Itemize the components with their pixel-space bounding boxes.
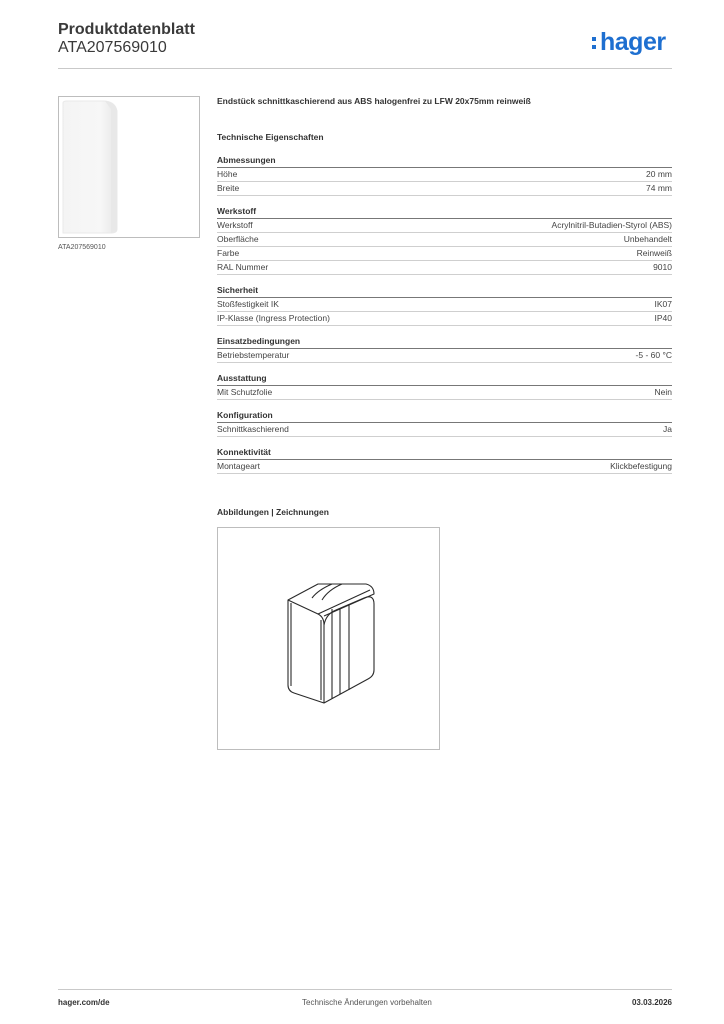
page-title: Produktdatenblatt: [58, 21, 195, 38]
section-konnektivitaet: [217, 446, 672, 474]
section-einsatzbedingungen: [217, 335, 672, 363]
table-row: [217, 233, 672, 247]
row-value: Ja: [663, 424, 672, 434]
section-heading: Konnektivität: [217, 446, 672, 460]
table-row: [217, 460, 672, 474]
footer-website[interactable]: hager.com/de: [58, 998, 110, 1007]
footer-divider: [58, 989, 672, 990]
section-heading: Ausstattung: [217, 372, 672, 386]
row-label: Mit Schutzfolie: [217, 387, 273, 397]
technical-drawing: [217, 527, 440, 750]
row-value: 20 mm: [646, 169, 672, 179]
table-row: [217, 261, 672, 275]
table-row: [217, 168, 672, 182]
row-value: Reinweiß: [636, 248, 672, 258]
row-label: Stoßfestigkeit IK: [217, 299, 279, 309]
row-value: Unbehandelt: [623, 234, 672, 244]
footer-date: 03.03.2026: [631, 998, 672, 1007]
row-value: 9010: [653, 262, 672, 272]
tech-properties-heading: Technische Eigenschaften: [217, 132, 324, 142]
section-heading: Einsatzbedingungen: [217, 335, 672, 349]
table-row: [217, 247, 672, 261]
row-value: IP40: [654, 313, 672, 323]
row-value: Nein: [654, 387, 672, 397]
section-konfiguration: [217, 409, 672, 437]
table-row: [217, 182, 672, 196]
brand-name: hager: [600, 28, 666, 56]
table-row: [217, 312, 672, 326]
section-heading: Abmessungen: [217, 154, 672, 168]
logo-dot-top: [592, 37, 596, 41]
article-number: ATA207569010: [58, 39, 167, 56]
logo-dot-bottom: [592, 45, 596, 49]
figures-heading: Abbildungen | Zeichnungen: [217, 507, 329, 517]
row-value: Klickbefestigung: [610, 461, 672, 471]
section-sicherheit: [217, 284, 672, 326]
end-cap-drawing: [218, 528, 439, 749]
product-thumbnail: [58, 96, 200, 238]
row-value: 74 mm: [646, 183, 672, 193]
section-abmessungen: [217, 154, 672, 196]
row-label: Betriebstemperatur: [217, 350, 290, 360]
table-row: [217, 219, 672, 233]
row-label: IP-Klasse (Ingress Protection): [217, 313, 330, 323]
section-heading: Konfiguration: [217, 409, 672, 423]
table-row: [217, 349, 672, 363]
row-value: -5 - 60 °C: [635, 350, 672, 360]
section-heading: Sicherheit: [217, 284, 672, 298]
section-heading: Werkstoff: [217, 205, 672, 219]
section-werkstoff: [217, 205, 672, 275]
product-title: Endstück schnittkaschierend aus ABS halogenfrei zu LFW 20x75mm reinweiß: [217, 96, 531, 106]
row-label: Oberfläche: [217, 234, 259, 244]
header-divider: [58, 68, 672, 69]
row-label: Farbe: [217, 248, 240, 258]
row-label: RAL Nummer: [217, 262, 269, 272]
footer-notice: Technische Änderungen vorbehalten: [302, 998, 432, 1007]
table-row: [217, 298, 672, 312]
row-value: IK07: [654, 299, 672, 309]
row-label: Montageart: [217, 461, 260, 471]
section-ausstattung: [217, 372, 672, 400]
product-photo: [59, 97, 199, 237]
product-details: [217, 96, 672, 483]
row-label: Werkstoff: [217, 220, 253, 230]
row-label: Höhe: [217, 169, 238, 179]
row-value: Acrylnitril-Butadien-Styrol (ABS): [551, 220, 672, 230]
row-label: Schnittkaschierend: [217, 424, 289, 434]
row-label: Breite: [217, 183, 240, 193]
thumbnail-caption: ATA207569010: [58, 244, 106, 251]
table-row: [217, 386, 672, 400]
table-row: [217, 423, 672, 437]
